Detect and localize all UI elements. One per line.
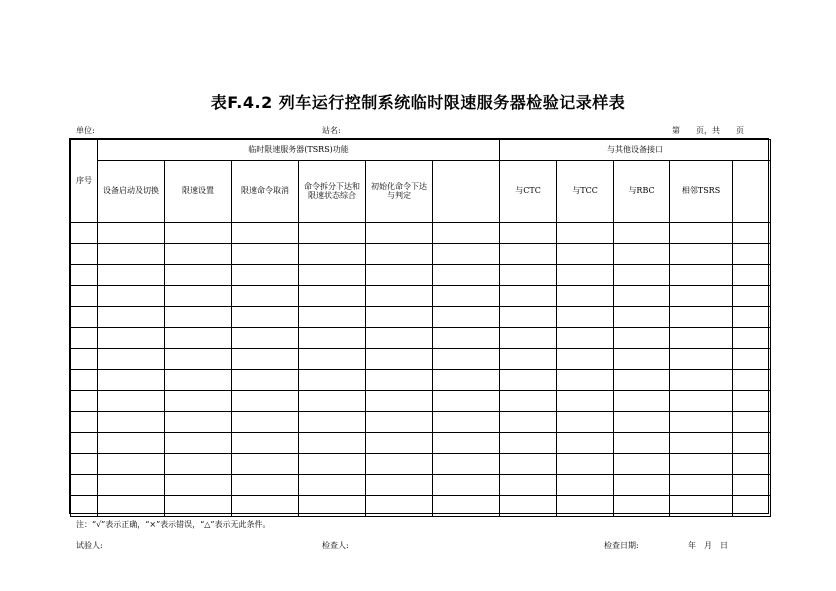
- table-cell[interactable]: [557, 454, 614, 475]
- record-table: [70, 139, 771, 517]
- table-cell[interactable]: [670, 412, 733, 433]
- table-cell[interactable]: [670, 433, 733, 454]
- table-cell[interactable]: [670, 265, 733, 286]
- checker-label: 检查人:: [322, 541, 349, 550]
- table-cell[interactable]: [98, 475, 165, 496]
- table-cell[interactable]: [71, 307, 98, 328]
- table-row: [71, 223, 771, 244]
- table-cell[interactable]: [299, 349, 366, 370]
- table-cell[interactable]: [366, 328, 433, 349]
- table-cell[interactable]: [670, 496, 733, 517]
- table-row: [71, 475, 771, 496]
- table-cell[interactable]: [232, 475, 299, 496]
- table-row: [71, 370, 771, 391]
- table-cell[interactable]: [299, 433, 366, 454]
- table-cell[interactable]: [165, 349, 232, 370]
- table-cell[interactable]: [165, 475, 232, 496]
- table-cell[interactable]: [733, 454, 771, 475]
- table-cell[interactable]: [500, 433, 557, 454]
- table-cell[interactable]: [733, 391, 771, 412]
- col-header-blank-1: [433, 161, 500, 223]
- table-cell[interactable]: [232, 307, 299, 328]
- tester-label: 试验人:: [76, 541, 103, 550]
- table-cell[interactable]: [670, 391, 733, 412]
- table-cell[interactable]: [500, 328, 557, 349]
- table-cell[interactable]: [232, 496, 299, 517]
- table-cell[interactable]: [670, 454, 733, 475]
- table-cell[interactable]: [557, 265, 614, 286]
- table-cell[interactable]: [433, 370, 500, 391]
- col-header-startup-switch: 设备启动及切换: [98, 161, 165, 223]
- table-cell[interactable]: [98, 496, 165, 517]
- table-cell[interactable]: [366, 454, 433, 475]
- table-cell[interactable]: [433, 265, 500, 286]
- interface-group-header: 与其他设备接口: [500, 140, 771, 161]
- table-cell[interactable]: [614, 412, 670, 433]
- col-header-ctc: 与CTC: [500, 161, 557, 223]
- table-cell[interactable]: [614, 307, 670, 328]
- table-cell[interactable]: [299, 223, 366, 244]
- table-cell[interactable]: [165, 307, 232, 328]
- col-header-speed-set: 限速设置: [165, 161, 232, 223]
- table-cell[interactable]: [500, 265, 557, 286]
- table-cell[interactable]: [733, 265, 771, 286]
- table-cell[interactable]: [232, 433, 299, 454]
- table-cell[interactable]: [433, 307, 500, 328]
- col-header-speed-cancel: 限速命令取消: [232, 161, 299, 223]
- table-cell[interactable]: [232, 370, 299, 391]
- table-cell[interactable]: [165, 223, 232, 244]
- table-cell[interactable]: [232, 328, 299, 349]
- table-cell[interactable]: [733, 370, 771, 391]
- table-cell[interactable]: [500, 370, 557, 391]
- table-cell[interactable]: [614, 349, 670, 370]
- table-cell[interactable]: [98, 244, 165, 265]
- page-counter: 第 页，共 页: [672, 126, 744, 135]
- table-cell[interactable]: [433, 412, 500, 433]
- table-cell[interactable]: [500, 307, 557, 328]
- table-cell[interactable]: [670, 328, 733, 349]
- table-cell[interactable]: [71, 223, 98, 244]
- table-cell[interactable]: [500, 496, 557, 517]
- table-cell[interactable]: [165, 496, 232, 517]
- table-cell[interactable]: [433, 286, 500, 307]
- table-cell[interactable]: [98, 370, 165, 391]
- table-cell[interactable]: [98, 412, 165, 433]
- table-cell[interactable]: [232, 244, 299, 265]
- station-label: 站名:: [322, 126, 341, 135]
- table-cell[interactable]: [557, 370, 614, 391]
- table-cell[interactable]: [98, 307, 165, 328]
- table-cell[interactable]: [71, 328, 98, 349]
- table-cell[interactable]: [71, 349, 98, 370]
- table-cell[interactable]: [557, 223, 614, 244]
- table-cell[interactable]: [557, 496, 614, 517]
- table-cell[interactable]: [299, 391, 366, 412]
- table-cell[interactable]: [500, 391, 557, 412]
- table-cell[interactable]: [614, 370, 670, 391]
- table-cell[interactable]: [165, 433, 232, 454]
- col-header-init-command: 初始化命令下达与判定: [366, 161, 433, 223]
- table-cell[interactable]: [71, 454, 98, 475]
- table-cell[interactable]: [98, 265, 165, 286]
- table-cell[interactable]: [557, 244, 614, 265]
- table-cell[interactable]: [299, 265, 366, 286]
- table-cell[interactable]: [614, 496, 670, 517]
- table-cell[interactable]: [433, 496, 500, 517]
- table-cell[interactable]: [232, 265, 299, 286]
- table-cell[interactable]: [366, 370, 433, 391]
- table-cell[interactable]: [733, 307, 771, 328]
- table-cell[interactable]: [670, 370, 733, 391]
- table-cell[interactable]: [299, 454, 366, 475]
- table-cell[interactable]: [733, 496, 771, 517]
- table-cell[interactable]: [557, 412, 614, 433]
- table-cell[interactable]: [165, 370, 232, 391]
- table-cell[interactable]: [557, 349, 614, 370]
- table-cell[interactable]: [98, 328, 165, 349]
- table-cell[interactable]: [433, 244, 500, 265]
- table-cell[interactable]: [557, 391, 614, 412]
- table-cell[interactable]: [165, 412, 232, 433]
- table-cell[interactable]: [366, 412, 433, 433]
- col-header-rbc: 与RBC: [614, 161, 670, 223]
- table-cell[interactable]: [366, 433, 433, 454]
- table-cell[interactable]: [557, 475, 614, 496]
- table-cell[interactable]: [71, 391, 98, 412]
- table-row: [71, 265, 771, 286]
- table-cell[interactable]: [366, 307, 433, 328]
- table-cell[interactable]: [433, 433, 500, 454]
- table-cell[interactable]: [98, 433, 165, 454]
- table-cell[interactable]: [614, 454, 670, 475]
- table-cell[interactable]: [670, 223, 733, 244]
- check-date-label: 检查日期:: [604, 541, 639, 550]
- table-cell[interactable]: [366, 286, 433, 307]
- table-cell[interactable]: [165, 328, 232, 349]
- table-row: [71, 412, 771, 433]
- page-title: 表F.4.2 列车运行控制系统临时限速服务器检验记录样表: [210, 93, 626, 112]
- table-cell[interactable]: [557, 433, 614, 454]
- table-cell[interactable]: [98, 454, 165, 475]
- table-cell[interactable]: [299, 496, 366, 517]
- table-cell[interactable]: [614, 433, 670, 454]
- table-cell[interactable]: [232, 349, 299, 370]
- col-header-tcc: 与TCC: [557, 161, 614, 223]
- col-header-command-split: 命令拆分下达和限速状态综合: [299, 161, 366, 223]
- table-cell[interactable]: [433, 223, 500, 244]
- table-cell[interactable]: [614, 286, 670, 307]
- table-cell[interactable]: [299, 475, 366, 496]
- column-header-row: [71, 161, 771, 223]
- table-cell[interactable]: [299, 286, 366, 307]
- table-row: [71, 328, 771, 349]
- table-row: [71, 454, 771, 475]
- table-cell[interactable]: [71, 370, 98, 391]
- table-cell[interactable]: [366, 244, 433, 265]
- table-row: [71, 307, 771, 328]
- table-cell[interactable]: [614, 265, 670, 286]
- seq-header: 序号: [71, 140, 98, 223]
- table-cell[interactable]: [71, 496, 98, 517]
- table-cell[interactable]: [98, 391, 165, 412]
- table-cell[interactable]: [433, 454, 500, 475]
- unit-label: 单位:: [76, 126, 95, 135]
- col-header-adjacent-tsrs: 相邻TSRS: [670, 161, 733, 223]
- table-cell[interactable]: [299, 307, 366, 328]
- table-cell[interactable]: [670, 349, 733, 370]
- table-cell[interactable]: [614, 244, 670, 265]
- table-cell[interactable]: [232, 412, 299, 433]
- tsrs-group-header: 临时限速服务器(TSRS)功能: [98, 140, 500, 161]
- table-cell[interactable]: [232, 223, 299, 244]
- table-cell[interactable]: [299, 412, 366, 433]
- table-cell[interactable]: [165, 244, 232, 265]
- table-cell[interactable]: [232, 454, 299, 475]
- table-cell[interactable]: [670, 286, 733, 307]
- table-cell[interactable]: [98, 223, 165, 244]
- table-cell[interactable]: [733, 286, 771, 307]
- table-row: [71, 496, 771, 517]
- table-cell[interactable]: [500, 223, 557, 244]
- table-cell[interactable]: [670, 475, 733, 496]
- table-cell[interactable]: [433, 349, 500, 370]
- check-date-value: 年 月 日: [688, 541, 728, 550]
- table-cell[interactable]: [557, 286, 614, 307]
- table-cell[interactable]: [71, 286, 98, 307]
- table-cell[interactable]: [614, 475, 670, 496]
- table-cell[interactable]: [98, 286, 165, 307]
- table-cell[interactable]: [71, 433, 98, 454]
- table-cell[interactable]: [614, 391, 670, 412]
- table-cell[interactable]: [299, 370, 366, 391]
- table-cell[interactable]: [71, 265, 98, 286]
- table-cell[interactable]: [433, 475, 500, 496]
- table-cell[interactable]: [366, 223, 433, 244]
- table-cell[interactable]: [670, 307, 733, 328]
- table-cell[interactable]: [500, 475, 557, 496]
- table-row: [71, 433, 771, 454]
- table-cell[interactable]: [366, 496, 433, 517]
- table-cell[interactable]: [71, 412, 98, 433]
- table-cell[interactable]: [433, 328, 500, 349]
- table-cell[interactable]: [232, 391, 299, 412]
- table-row: [71, 349, 771, 370]
- table-row: [71, 391, 771, 412]
- table-cell[interactable]: [733, 433, 771, 454]
- table-cell[interactable]: [71, 244, 98, 265]
- table-cell[interactable]: [733, 223, 771, 244]
- table-cell[interactable]: [366, 349, 433, 370]
- table-cell[interactable]: [733, 349, 771, 370]
- table-cell[interactable]: [165, 286, 232, 307]
- table-cell[interactable]: [500, 349, 557, 370]
- table-cell[interactable]: [733, 412, 771, 433]
- table-cell[interactable]: [232, 286, 299, 307]
- table-cell[interactable]: [557, 328, 614, 349]
- table-cell[interactable]: [299, 244, 366, 265]
- table-cell[interactable]: [299, 328, 366, 349]
- table-cell[interactable]: [500, 286, 557, 307]
- table-cell[interactable]: [733, 328, 771, 349]
- table-cell[interactable]: [614, 223, 670, 244]
- table-cell[interactable]: [366, 391, 433, 412]
- table-cell[interactable]: [733, 475, 771, 496]
- table-cell[interactable]: [366, 265, 433, 286]
- table-cell[interactable]: [733, 244, 771, 265]
- col-header-blank-2: [733, 161, 771, 223]
- footnote: 注：“√”表示正确，“×”表示错误，“△”表示无此条件。: [76, 520, 271, 529]
- table-cell[interactable]: [500, 244, 557, 265]
- table-cell[interactable]: [500, 412, 557, 433]
- table-row: [71, 244, 771, 265]
- table-cell[interactable]: [98, 349, 165, 370]
- table-cell[interactable]: [71, 475, 98, 496]
- table-cell[interactable]: [165, 454, 232, 475]
- table-cell[interactable]: [557, 307, 614, 328]
- table-cell[interactable]: [165, 391, 232, 412]
- table-cell[interactable]: [366, 475, 433, 496]
- table-cell[interactable]: [165, 265, 232, 286]
- table-row: [71, 286, 771, 307]
- table-cell[interactable]: [670, 244, 733, 265]
- table-cell[interactable]: [614, 328, 670, 349]
- table-cell[interactable]: [500, 454, 557, 475]
- table-cell[interactable]: [433, 391, 500, 412]
- group-header-row: [71, 140, 771, 161]
